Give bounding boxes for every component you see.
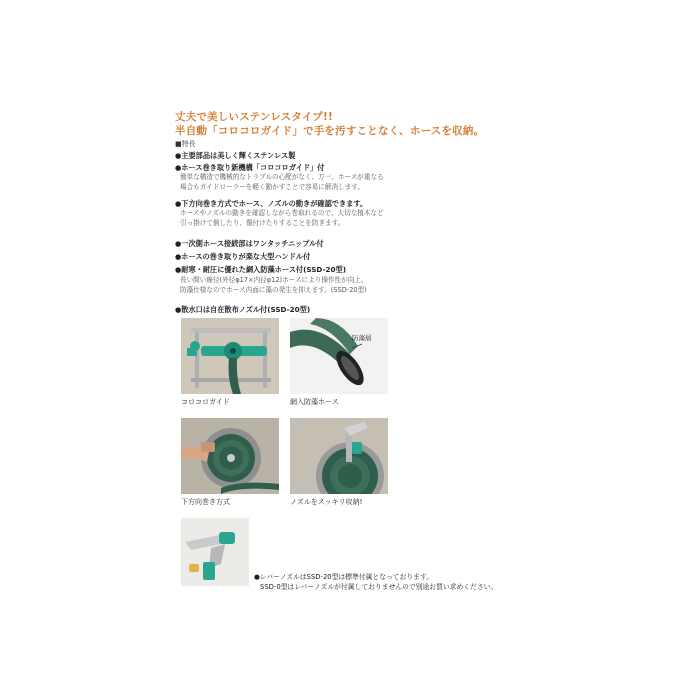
note-line-1: ●レバーノズルはSSD-20型は標準付属となっております。 (254, 573, 433, 581)
lever-nozzle-photo (181, 518, 249, 586)
feature-4-title: ●一次側ホース接続部はワンタッチニップル付 (175, 239, 324, 248)
feature-5-title: ●ホースの巻き取りが楽な大型ハンドル付 (175, 252, 311, 261)
downward-winding-photo (181, 418, 279, 494)
hose-layer-label: 防藻層 (352, 334, 372, 342)
feature-3-desc-1: ホースやノズルの動きを確認しながら巻取れるので、大切な植木など (180, 209, 384, 217)
section-label: ■特長 (175, 140, 196, 148)
guide-caption: コロコロガイド (181, 398, 230, 406)
note-line-2: SSD-0型はレバーノズルが付属しておりませんので別途お買い求めください。 (260, 583, 498, 591)
feature-1-title: ●主要部品は美しく輝くステンレス製 (175, 151, 296, 160)
feature-3-title: ●下方向巻き方式でホース、ノズルの動きが確認できます。 (175, 199, 368, 208)
feature-7-title: ●散水口は自在散布ノズル付(SSD-20型) (175, 305, 311, 314)
feature-6-title: ●耐寒・耐圧に優れた網入防藻ホース付(SSD-20型) (175, 265, 346, 274)
feature-6-desc-1: 長い間い線径(外径φ17×内径φ12)ホースにより操作性が向上。 (180, 276, 368, 284)
hose-photo (290, 318, 388, 394)
nozzle-storage-photo (290, 418, 388, 494)
feature-2-title: ●ホース巻き取り新機構「コロコロガイド」付 (175, 163, 325, 172)
feature-3-desc-2: 引っ掛けて倒したり、傷付けたりすることを防ぎます。 (180, 219, 345, 227)
downward-winding-caption: 下方向巻き方式 (181, 498, 230, 506)
nozzle-storage-caption: ノズルをスッキリ収納! (290, 498, 363, 506)
feature-2-desc-1: 簡単な構造で機械的なトラブルの心配がなく、万一、ホースが重なる (180, 173, 384, 181)
headline-line-1: 丈夫で美しいステンレスタイプ!! (175, 111, 333, 123)
feature-6-desc-2: 防藻仕様なのでホース内面に藻の発生を抑えます。(SSD-20型) (180, 286, 367, 294)
hose-caption: 網入防藻ホース (290, 398, 339, 406)
guide-photo (181, 318, 279, 394)
headline-line-2: 半自動「コロコロガイド」で手を汚すことなく、ホースを収納。 (175, 125, 485, 137)
feature-2-desc-2: 場合もガイドローラーを軽く動かすことで容易に解消します。 (180, 183, 364, 191)
